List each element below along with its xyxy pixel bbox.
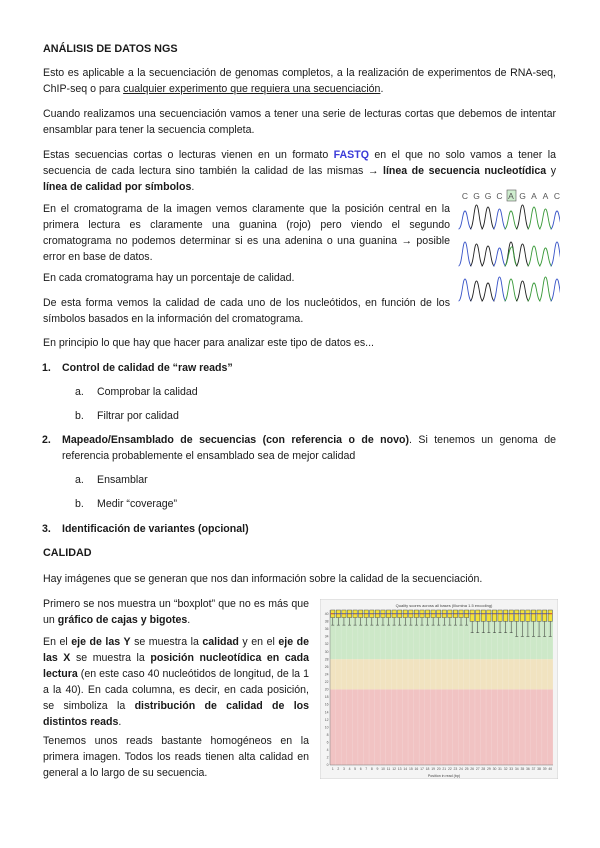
list-item-2 [42, 432, 556, 464]
axes-bold-2: calidad [202, 636, 239, 648]
x-tick-label: 26 [470, 767, 475, 771]
boxplot-text-a: Primero se nos muestra un “boxplot” que no es más que un [43, 598, 309, 626]
base-letter: A [508, 191, 514, 201]
x-tick-label: 22 [447, 767, 452, 771]
trace-peak [459, 279, 472, 301]
x-tick-label: 3 [342, 767, 345, 771]
y-tick-label: 34 [324, 634, 329, 639]
quality-box [531, 610, 535, 621]
quality-box [470, 610, 474, 621]
trace-peak [551, 279, 561, 301]
section-title-calidad: CALIDAD [43, 547, 92, 559]
trace-peak [493, 209, 506, 229]
x-tick-label: 16 [414, 767, 419, 771]
x-tick-label: 14 [403, 767, 408, 771]
list-item-2b-text: Medir “coverage” [97, 498, 178, 510]
paragraph-boxplot [43, 596, 309, 628]
y-tick-label: 18 [324, 695, 329, 700]
trace-peak [539, 209, 552, 229]
y-tick-label: 14 [324, 710, 329, 715]
x-tick-label: 13 [397, 767, 402, 771]
fastq-text-b: en el que no solo vamos a tener la secuencia de cada lectura sino también la calidad de las mismas → [43, 149, 556, 177]
paragraph-quality-images: Hay imágenes que se generan que nos dan información sobre la calidad de la secuenciación. [43, 573, 483, 585]
x-tick-label: 21 [442, 767, 447, 771]
x-tick-label: 29 [486, 767, 491, 771]
axes-text-c: se muestra la [130, 636, 203, 648]
list-number: 2. [42, 434, 51, 446]
y-tick-label: 26 [324, 664, 329, 669]
axes-text-a: En el [43, 636, 72, 648]
list-letter: b. [75, 498, 84, 510]
y-tick-label: 4 [326, 748, 329, 753]
trace-peak [551, 242, 561, 266]
list-number: 3. [42, 523, 51, 535]
list-number: 1. [42, 362, 51, 374]
list-item-1-text: Control de calidad de “raw reads” [62, 362, 233, 374]
y-tick-label: 6 [326, 740, 329, 745]
trace-peak [493, 277, 506, 301]
trace-peak [470, 281, 483, 301]
boxplot-bold: gráfico de cajas y bigotes [57, 614, 188, 626]
base-letter: C [553, 191, 560, 201]
quality-bands [330, 610, 553, 765]
trace-peak [482, 207, 495, 229]
quality-box [498, 610, 502, 621]
x-tick-label: 34 [514, 767, 519, 771]
x-tick-label: 38 [537, 767, 541, 771]
list-item-2a-text: Ensamblar [97, 474, 148, 486]
base-letter: C [461, 191, 469, 201]
base-letter: G [484, 191, 492, 201]
x-tick-label: 10 [381, 767, 385, 771]
trace-peak [528, 283, 541, 301]
trace-peak-overlap [505, 247, 518, 266]
chart-title: Quality scores across all bases (Illumina 1.5 encoding) [395, 603, 493, 608]
axes-bold-5: distribución de calidad de los distintos reads [43, 700, 309, 728]
list-item-1a [75, 384, 198, 400]
x-tick-label: 31 [498, 767, 502, 771]
paragraph-axes [43, 634, 309, 730]
list-item-2a [75, 472, 148, 488]
x-tick-label: 15 [408, 767, 413, 771]
x-tick-label: 11 [386, 767, 391, 771]
y-tick-label: 30 [324, 649, 329, 654]
base-letter: C [496, 191, 503, 201]
fastq-bold-1: línea de secuencia nucleotídica [383, 165, 547, 177]
paragraph-chromatogram: En el cromatograma de la imagen vemos claramente que la posición central en la primera lectura es claramente una guanina (rojo) pero viendo el segundo cromatograma no podemos determinar si es una adenina o una guanina → posible error en base de datos. [43, 203, 450, 263]
y-tick-label: 36 [324, 627, 329, 632]
axes-text-g: . [118, 716, 122, 728]
y-tick-label: 20 [324, 687, 329, 692]
quality-box [481, 610, 485, 621]
trace-peak [516, 244, 529, 266]
quality-box [515, 610, 519, 621]
trace-peak [539, 277, 552, 301]
quality-boxplot-chart [320, 599, 558, 779]
trace-peak [505, 211, 518, 229]
quality-box [503, 610, 507, 621]
trace-peak [528, 246, 541, 266]
list-item-1b-text: Filtrar por calidad [97, 410, 179, 422]
y-tick-label: 40 [324, 611, 329, 616]
trace-peak [482, 283, 495, 301]
y-tick-label: 2 [326, 755, 329, 760]
quality-box [543, 610, 547, 621]
x-tick-label: 19 [431, 767, 436, 771]
x-tick-label: 35 [520, 767, 525, 771]
x-axis-label: Position in read (bp) [427, 774, 461, 778]
y-tick-label: 22 [324, 680, 329, 685]
intro-end: . [380, 83, 384, 95]
x-tick-label: 24 [459, 767, 463, 771]
fastq-text-a: Estas secuencias cortas o lecturas vienen en un formato [43, 149, 334, 161]
y-tick-label: 38 [324, 619, 329, 624]
x-tick-label: 25 [464, 767, 469, 771]
y-tick-label: 24 [324, 672, 329, 677]
chromatogram-traces [459, 205, 561, 301]
x-tick-label: 18 [425, 767, 430, 771]
list-item-3-text: Identificación de variantes (opcional) [62, 523, 249, 535]
x-tick-label: 5 [354, 767, 357, 771]
trace-peak [459, 211, 472, 229]
intro-underlined: cualquier experimento que requiera una secuenciación [123, 83, 381, 95]
list-letter: a. [75, 386, 84, 398]
y-tick-label: 8 [326, 732, 329, 737]
axes-text-e: se muestra la [70, 652, 151, 664]
trace-peak [516, 205, 529, 229]
paragraph-homogeneous: Tenemos unos reads bastante homogéneos en la primera imagen. Todos los reads tienen alta calidad en general a lo largo de su secuencia. [43, 735, 309, 779]
list-letter: a. [75, 474, 84, 486]
axes-bold-3: eje de las X [43, 636, 309, 664]
x-tick-label: 12 [392, 767, 397, 771]
trace-peak [539, 248, 552, 266]
list-item-3 [42, 521, 556, 537]
x-tick-label: 36 [526, 767, 530, 771]
fastq-text-d: . [191, 181, 195, 193]
y-tick-label: 0 [326, 763, 329, 768]
y-tick-label: 12 [324, 717, 329, 722]
quality-box [520, 610, 524, 621]
list-item-2-rest: . Si tenemos un genoma de referencia probablemente el ensamblado sea de mejor calidad [62, 434, 556, 462]
quality-box [548, 610, 552, 621]
trace-peak [516, 281, 529, 301]
base-letter: G [519, 191, 526, 201]
x-tick-label: 39 [542, 767, 547, 771]
x-tick-label: 6 [359, 767, 362, 771]
x-tick-label: 1 [331, 767, 334, 771]
paragraph-quality-percent: En cada cromatograma hay un porcentaje de calidad. [43, 272, 295, 284]
y-tick-label: 28 [324, 657, 329, 662]
x-tick-label: 9 [376, 767, 379, 771]
base-letter: A [531, 191, 537, 201]
paragraph-assembly: Cuando realizamos una secuenciación vamos a tener una serie de lecturas cortas que debemos de intentar ensamblar para tener la secuencia completa. [43, 108, 556, 136]
list-letter: b. [75, 410, 84, 422]
list-item-2-bold: Mapeado/Ensamblado de secuencias (con referencia o de novo) [62, 434, 410, 446]
fastq-bold-2: línea de calidad por símbolos [43, 181, 192, 193]
x-tick-label: 27 [475, 767, 480, 771]
paragraph-intro [43, 65, 556, 97]
list-item-1b [75, 408, 179, 424]
quality-box [492, 610, 496, 621]
quality-box [537, 610, 541, 621]
chromatogram-bases [462, 190, 560, 201]
axes-bold-4: posición nucleotídica en cada lectura [43, 652, 309, 680]
x-tick-label: 32 [503, 767, 508, 771]
trace-peak [528, 207, 541, 229]
quality-box [487, 610, 491, 621]
list-item-2b [75, 496, 178, 512]
list-item-1 [42, 360, 556, 376]
base-letter: G [473, 191, 480, 201]
intro-text: Esto es aplicable a la secuenciación de genomas completos, a la realización de experimentos de RNA-seq, ChIP-seq o para [43, 67, 556, 95]
trace-peak [505, 279, 518, 301]
quality-box [509, 610, 513, 621]
axes-text-d: y en el [238, 636, 279, 648]
axes-text-f: (en este caso 40 nucleótidos de longitud, de la 1 a la 40). En cada columna, es decir, en cada posición, se simboliza la [43, 668, 309, 712]
x-tick-label: 40 [548, 767, 553, 771]
chromatogram-image [458, 189, 560, 302]
x-tick-label: 8 [370, 767, 373, 771]
y-tick-label: 32 [324, 642, 329, 647]
page-title: ANÁLISIS DE DATOS NGS [43, 43, 178, 55]
x-tick-label: 20 [436, 767, 441, 771]
x-tick-label: 37 [531, 767, 536, 771]
x-tick-label: 4 [348, 767, 351, 771]
trace-peak [493, 248, 506, 266]
base-letter: A [542, 191, 549, 201]
y-tick-label: 10 [324, 725, 329, 730]
x-tick-label: 23 [453, 767, 458, 771]
x-tick-label: 33 [509, 767, 514, 771]
paragraph-steps-intro: En principio lo que hay que hacer para analizar este tipo de datos es... [43, 337, 374, 349]
trace-peak [459, 242, 472, 266]
trace-peak [551, 211, 561, 229]
fastq-term: FASTQ [333, 149, 369, 161]
x-tick-label: 2 [337, 767, 340, 771]
fastq-text-c: y [546, 165, 556, 177]
trace-peak [470, 205, 483, 229]
x-tick-label: 7 [365, 767, 368, 771]
y-tick-label: 16 [324, 702, 329, 707]
axes-bold-1: eje de las Y [71, 636, 131, 648]
x-tick-label: 17 [420, 767, 424, 771]
x-tick-label: 30 [492, 767, 497, 771]
trace-peak [482, 246, 495, 266]
boxplot-text-c: . [187, 614, 191, 626]
trace-peak [470, 244, 483, 266]
list-item-1a-text: Comprobar la calidad [97, 386, 198, 398]
paragraph-symbols: De esta forma vemos la calidad de cada uno de los nucleótidos, en función de los símbolos basados en la información del cromatograma. [43, 297, 450, 325]
x-tick-label: 28 [481, 767, 486, 771]
quality-box [476, 610, 480, 621]
quality-box [526, 610, 530, 621]
paragraph-fastq [43, 147, 556, 195]
